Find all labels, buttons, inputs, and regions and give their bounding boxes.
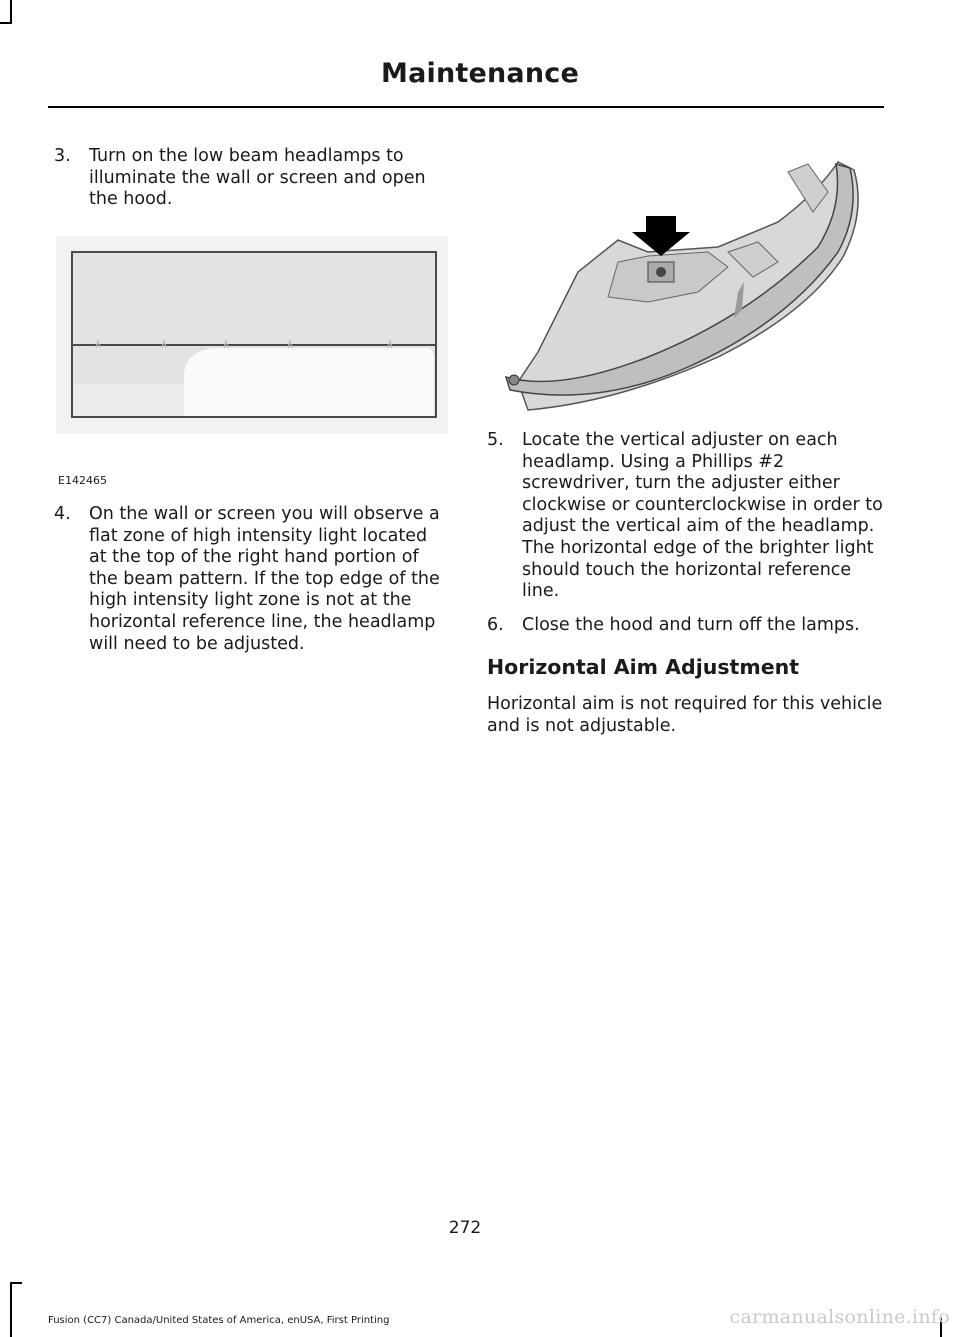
step-item-6 <box>487 615 887 637</box>
figure-code: E142465 <box>58 474 107 487</box>
left-column-top <box>54 146 450 211</box>
beam-pattern-figure <box>56 236 448 434</box>
page-title: Maintenance <box>381 58 579 89</box>
section-heading: Horizontal Aim Adjustment <box>487 655 799 680</box>
step-text: Locate the vertical adjuster on each headlamp. Using a Phillips #2 screwdriver, turn the adjuster either clockwise or counterclockwise in order to adjust the vertical aim of the headlamp. The horizontal edge of the brighter light should touch the horizontal reference line. <box>522 430 883 602</box>
beam-pattern-illustration <box>56 236 448 434</box>
crop-mark-bottom-left-h <box>10 1282 22 1284</box>
crop-mark-bottom-left-v <box>10 1282 12 1337</box>
step-text: On the wall or screen you will observe a flat zone of high intensity light located at the top of the right hand portion of the beam pattern. If the top edge of the high intensity light zone is not at the horizontal reference line, the headlamp will need to be adjusted. <box>89 504 440 654</box>
step-number: 4. <box>54 504 71 524</box>
header-divider <box>48 106 884 108</box>
step-number: 6. <box>487 614 504 635</box>
section-body: Horizontal aim is not required for this vehicle and is not adjustable. <box>487 694 883 736</box>
step-number: 5. <box>487 430 504 450</box>
headlamp-illustration <box>498 152 878 414</box>
crop-mark-top-left-v <box>10 0 12 24</box>
step-text: Turn on the low beam headlamps to illuminate the wall or screen and open the hood. <box>89 146 426 210</box>
step-item-3 <box>54 146 450 211</box>
step-item-4 <box>54 504 450 655</box>
headlamp-adjuster-figure <box>498 152 878 414</box>
footer-text: Fusion (CC7) Canada/United States of America, enUSA, First Printing <box>48 1315 390 1326</box>
step-text: Close the hood and turn off the lamps. <box>522 614 860 635</box>
crop-mark-top-left-h <box>0 22 12 24</box>
step-number: 3. <box>54 146 71 166</box>
step-item-5 <box>487 430 887 603</box>
right-column <box>487 430 887 738</box>
left-column-bottom <box>54 504 450 655</box>
page-number: 272 <box>448 1218 482 1238</box>
watermark: carmanualsonline.info <box>729 1306 950 1328</box>
